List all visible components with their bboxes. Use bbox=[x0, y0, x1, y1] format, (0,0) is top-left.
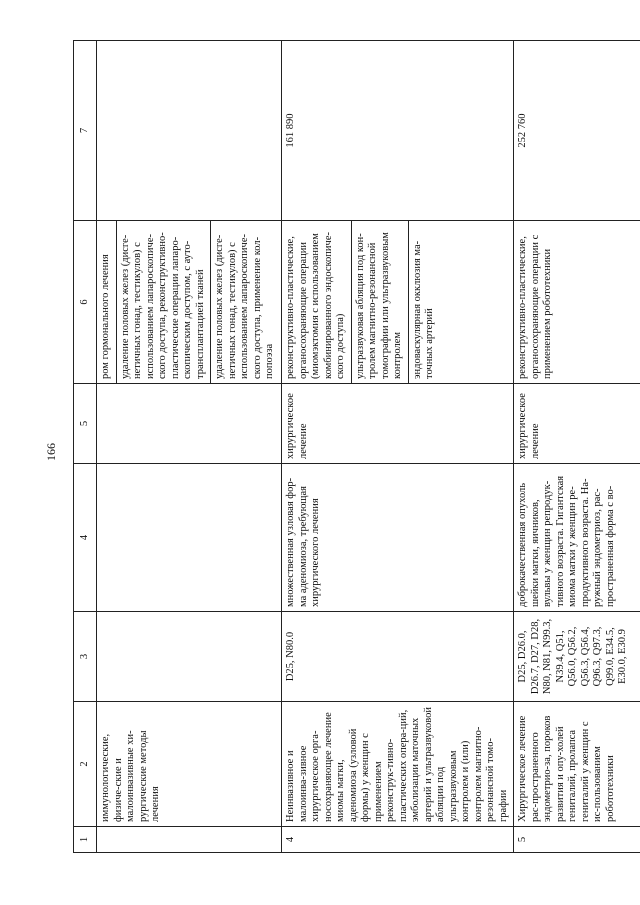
header-col-1: 1 bbox=[74, 827, 97, 853]
row-number: 5 bbox=[514, 827, 640, 853]
page-number: 166 bbox=[44, 443, 58, 461]
treatment-methods bbox=[514, 221, 640, 384]
treatment-type bbox=[97, 384, 282, 464]
treatment-methods bbox=[97, 221, 282, 384]
header-col-6: 6 bbox=[74, 221, 97, 384]
table-row bbox=[97, 41, 282, 853]
financial-norm: 161 890 bbox=[282, 41, 514, 221]
financial-norm bbox=[97, 41, 282, 221]
treatment-method: эндоваскулярная окклюзия ма-точных артерий bbox=[408, 221, 437, 383]
patient-model: доброкачественная опухоль шейки матки, яичников, вульвы у женщин репродук-тивного возраста. Гигантская миома матки у женщин ре-продуктивного возраста. На-ружный эндометриоз, рас-пространенная форма с во- bbox=[514, 464, 640, 612]
treatment-method: ультразвуковая абляция под кон-тролем магнитно-резонансной томографии или ультразвуковым контролем bbox=[351, 221, 405, 383]
table-row bbox=[514, 41, 640, 853]
row-number bbox=[97, 827, 282, 853]
header-col-4: 4 bbox=[74, 464, 97, 612]
treatment-method: удаление половых желез (дисге-нетичных гонад, тестикулов) с использованием лапароскопиче-ского доступа, реконструктивно-пластические операции лапаро-скопическим доступом, с ауто-трансплантацией тканей bbox=[116, 221, 208, 383]
table-header-row bbox=[74, 41, 97, 853]
treatment-type: хирургическое лечение bbox=[282, 384, 514, 464]
medical-care-table bbox=[73, 40, 640, 853]
header-col-2: 2 bbox=[74, 702, 97, 827]
patient-model: множественная узловая фор-ма аденомиоза, требующая хирургического лечения bbox=[282, 464, 514, 612]
treatment-method: ром гормонального лечения bbox=[100, 254, 111, 379]
table-row bbox=[282, 41, 514, 853]
treatment-type: хирургическое лечение bbox=[514, 384, 640, 464]
care-type-name: Неинвазивное и малоинва-зивное хирургическое орга-носохраняющее лечение миомы матки, аденомиоза (узловой формы) у женщин с применением реконструк-тивно-пластических опера-ций, эмболизации маточных артерий и ультразвуковой абляции под ультразвуковым контролем и (или) контролем магнитно-резонансной томо-графии bbox=[282, 702, 514, 827]
header-col-3: 3 bbox=[74, 612, 97, 702]
financial-norm: 252 760 bbox=[514, 41, 640, 221]
header-col-7: 7 bbox=[74, 41, 97, 221]
header-col-5: 5 bbox=[74, 384, 97, 464]
treatment-methods bbox=[282, 221, 514, 384]
care-type-name: Хирургическое лечение рас-пространенного эндометрио-за, пороков развития и опу-холей гениталий, пролапса гениталий у женщин с ис-пользованием робототехники bbox=[514, 702, 640, 827]
icd-codes: D25, D26.0, D26.7, D27, D28, N80, N81, N99.3, N39.4, Q51, Q56.0, Q56.2, Q56.3, Q56.4, Q96.3, Q97.3, Q99.0, E34.5, E30.0, E30.9 bbox=[514, 612, 640, 702]
icd-codes: D25, N80.0 bbox=[282, 612, 514, 702]
patient-model bbox=[97, 464, 282, 612]
treatment-method: удаление половых желез (дисге-нетичных гонад, тестикулов) с использованием лапароскопиче-ского доступа, применение кол-попоэза bbox=[210, 221, 277, 383]
treatment-method: реконструктивно-пластические, органосохраняющие операции с применением робототехники bbox=[517, 234, 553, 379]
row-number: 4 bbox=[282, 827, 514, 853]
icd-codes bbox=[97, 612, 282, 702]
care-type-name: иммунологические, физиче-ские и малоинвазивные хи-рургические методы лечения bbox=[97, 702, 282, 827]
treatment-method: реконструктивно-пластические, органосохраняющие операции (миомэктомия с использованием комбинированного эндоскопиче-ского доступа) bbox=[285, 232, 346, 379]
